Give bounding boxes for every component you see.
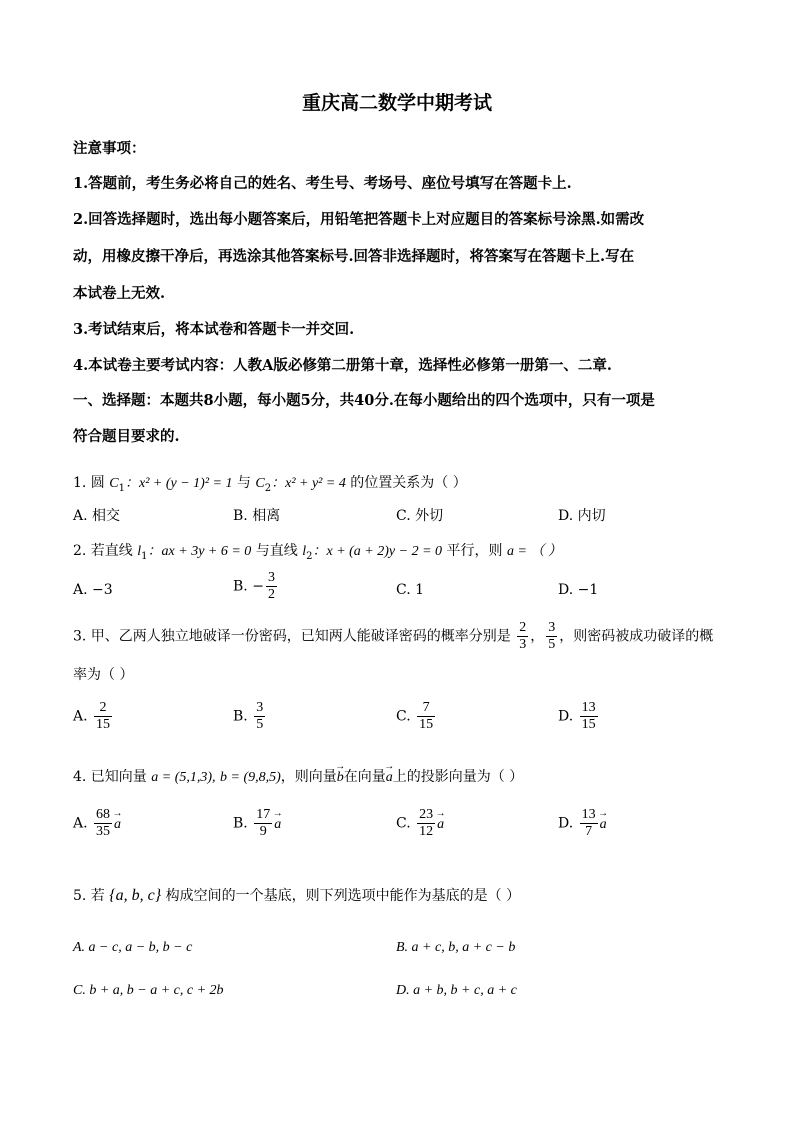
question-3-line-2: 率为（ ） xyxy=(73,667,134,683)
q4-option-c[interactable]: C. $\frac{23}{12}$ → a xyxy=(396,807,444,840)
section-1-heading-line-1: 一、选择题：本题共8小题，每小题5分，共40分.在每小题给出的四个选项中，只有一项是 xyxy=(73,392,655,409)
q2-option-b-fraction: $\frac{3}{2}$ xyxy=(267,570,275,603)
question-4: 4. 已知向量 a = (5,1,3), b = (9,8,5)，则向量→ b在向量→ a上的投影向量为（ ） xyxy=(73,766,523,786)
q3-probability-1: $\frac{2}{3}$ xyxy=(519,620,527,653)
q4-option-a[interactable]: A. $\frac{68}{35}$ → a xyxy=(73,807,121,840)
notice-item-1: 1.答题前，考生务必将自己的姓名、考生号、考场号、座位号填写在答题卡上. xyxy=(73,175,572,192)
question-5: 5. 若 {a, b, c} 构成空间的一个基底，则下列选项中能作为基底的是（ ） xyxy=(73,887,521,904)
section-1-heading-line-2: 符合题目要求的. xyxy=(73,428,180,445)
page-title: 重庆高二数学中期考试 xyxy=(301,92,492,114)
q5-option-d[interactable]: D. a + b, b + c, a + c xyxy=(396,983,517,998)
q1-option-d[interactable]: D. 内切 xyxy=(558,508,606,524)
q2-option-d[interactable]: D. −1 xyxy=(558,582,599,598)
notice-item-3: 3.考试结束后，将本试卷和答题卡一并交回. xyxy=(73,321,355,338)
question-1: 1. 圆 $C_1$：x² + (y − 1)² = 1 与 $C_2$：x² + y² = 4 的位置关系为（ ） xyxy=(73,475,467,494)
notice-item-4: 4.本试卷主要考试内容：人教A版必修第二册第十章，选择性必修第一册第一、二章. xyxy=(73,357,612,374)
q2-option-c[interactable]: C. 1 xyxy=(396,582,425,598)
q1-option-c[interactable]: C. 外切 xyxy=(396,508,444,524)
q3-option-a[interactable]: A. $\frac{2}{15}$ xyxy=(73,700,111,733)
q3-option-b[interactable]: B. $\frac{3}{5}$ xyxy=(233,700,264,733)
notice-item-2-line-2: 动，用橡皮擦干净后，再选涂其他答案标号.回答非选择题时，将答案写在答题卡上.写在 xyxy=(73,248,635,265)
q3-option-c[interactable]: C. $\frac{7}{15}$ xyxy=(396,700,434,733)
question-3-line-1: 3. 甲、乙两人独立地破译一份密码，已知两人能破译密码的概率分别是 $\frac{2}{3}$ ， $\frac{3}{5}$ ，则密码被成功破译的概 xyxy=(73,620,714,653)
q5-option-c[interactable]: C. b + a, b − a + c, c + 2b xyxy=(73,983,224,998)
question-2: 2. 若直线 $l_1$：ax + 3y + 6 = 0 与直线 $l_2$：x + (a + 2)y − 2 = 0 平行，则 a = （ ） xyxy=(73,543,562,562)
q5-option-b[interactable]: B. a + c, b, a + c − b xyxy=(396,940,516,955)
notice-item-2-line-1: 2.回答选择题时，选出每小题答案后，用铅笔把答题卡上对应题目的答案标号涂黑.如需改 xyxy=(73,211,645,228)
notice-heading: 注意事项： xyxy=(73,140,146,157)
q1-option-a[interactable]: A. 相交 xyxy=(73,508,121,524)
q1-option-b[interactable]: B. 相离 xyxy=(233,508,281,524)
notice-item-2-line-3: 本试卷上无效. xyxy=(73,285,166,302)
q4-option-d[interactable]: D. $\frac{13}{7}$ → a xyxy=(558,807,607,840)
q4-option-b[interactable]: B. $\frac{17}{9}$ → a xyxy=(233,807,281,840)
q3-probability-2: $\frac{3}{5}$ xyxy=(548,620,556,653)
q2-option-b[interactable]: B. − $\frac{3}{2}$ xyxy=(233,570,275,603)
q5-option-a[interactable]: A. a − c, a − b, b − c xyxy=(73,940,193,955)
q2-option-a[interactable]: A. −3 xyxy=(73,582,113,598)
q3-option-d[interactable]: D. $\frac{13}{15}$ xyxy=(558,700,596,733)
